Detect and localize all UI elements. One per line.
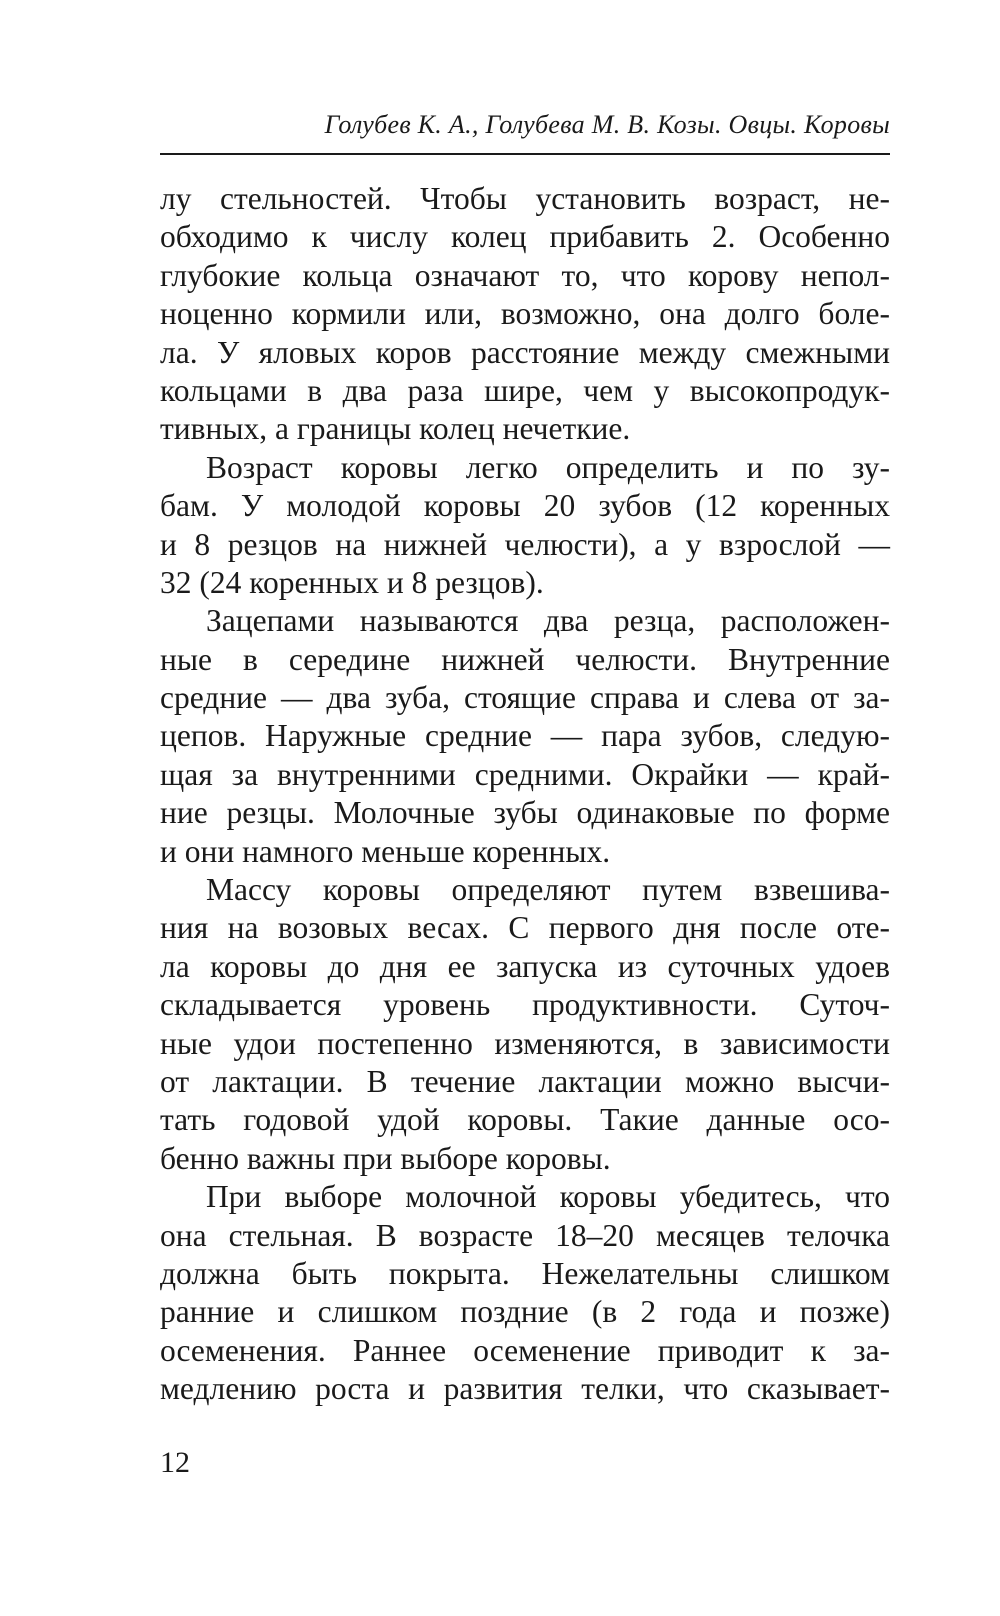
header-divider <box>160 153 890 155</box>
body-text <box>160 180 890 1409</box>
text-line: тать годовой удой коровы. Такие данные осо- <box>160 1102 890 1138</box>
text-line: ние резцы. Молочные зубы одинаковые по форме <box>160 795 890 831</box>
text-line: ла коровы до дня ее запуска из суточных удоев <box>160 948 890 984</box>
text-line: щая за внутренними средними. Окрайки — край- <box>160 756 890 792</box>
text-line: должна быть покрыта. Нежелательны слишком <box>160 1255 890 1291</box>
text-line: кольцами в два раза шире, чем у высокопродук- <box>160 372 890 408</box>
text-line: и 8 резцов на нижней челюсти), а у взрослой — <box>160 526 890 562</box>
text-line: Зацепами называются два резца, расположен- <box>206 603 890 639</box>
text-line: 32 (24 коренных и 8 резцов). <box>160 564 544 600</box>
text-line: Массу коровы определяют путем взвешива- <box>206 872 890 908</box>
page-number: 12 <box>160 1446 190 1479</box>
text-line: бенно важны при выборе коровы. <box>160 1140 611 1176</box>
text-line: от лактации. В течение лактации можно высчи- <box>160 1063 890 1099</box>
text-line: ла. У яловых коров расстояние между смежными <box>160 334 890 370</box>
text-line: ные в середине нижней челюсти. Внутренние <box>160 641 890 677</box>
text-line: глубокие кольца означают то, что корову непол- <box>160 257 890 293</box>
text-line: медлению роста и развития телки, что сказывает- <box>160 1371 890 1407</box>
text-line: бам. У молодой коровы 20 зубов (12 коренных <box>160 488 890 524</box>
text-line: средние — два зуба, стоящие справа и слева от за- <box>160 680 890 716</box>
text-line: она стельная. В возрасте 18–20 месяцев телочка <box>160 1217 890 1253</box>
running-header: Голубев К. А., Голубева М. В. Козы. Овцы. Коровы <box>324 110 890 139</box>
text-line: осеменения. Раннее осеменение приводит к за- <box>160 1332 890 1368</box>
text-line: лу стельностей. Чтобы установить возраст, не- <box>160 181 890 216</box>
text-line: При выборе молочной коровы убедитесь, что <box>206 1179 890 1215</box>
text-line: цепов. Наружные средние — пара зубов, следую- <box>160 718 890 754</box>
text-line: ния на возовых весах. С первого дня после оте- <box>160 910 890 946</box>
text-line: и они намного меньше коренных. <box>160 833 611 869</box>
text-line: обходимо к числу колец прибавить 2. Особенно <box>160 219 890 255</box>
text-line: ные удои постепенно изменяются, в зависимости <box>160 1025 890 1061</box>
text-line: складывается уровень продуктивности. Суточ- <box>160 987 890 1023</box>
text-line: ранние и слишком поздние (в 2 года и позже) <box>160 1294 890 1330</box>
text-line: ноценно кормили или, возможно, она долго боле- <box>160 296 890 332</box>
text-line: тивных, а границы колец нечеткие. <box>160 411 631 447</box>
text-line: Возраст коровы легко определить и по зу- <box>206 449 890 485</box>
